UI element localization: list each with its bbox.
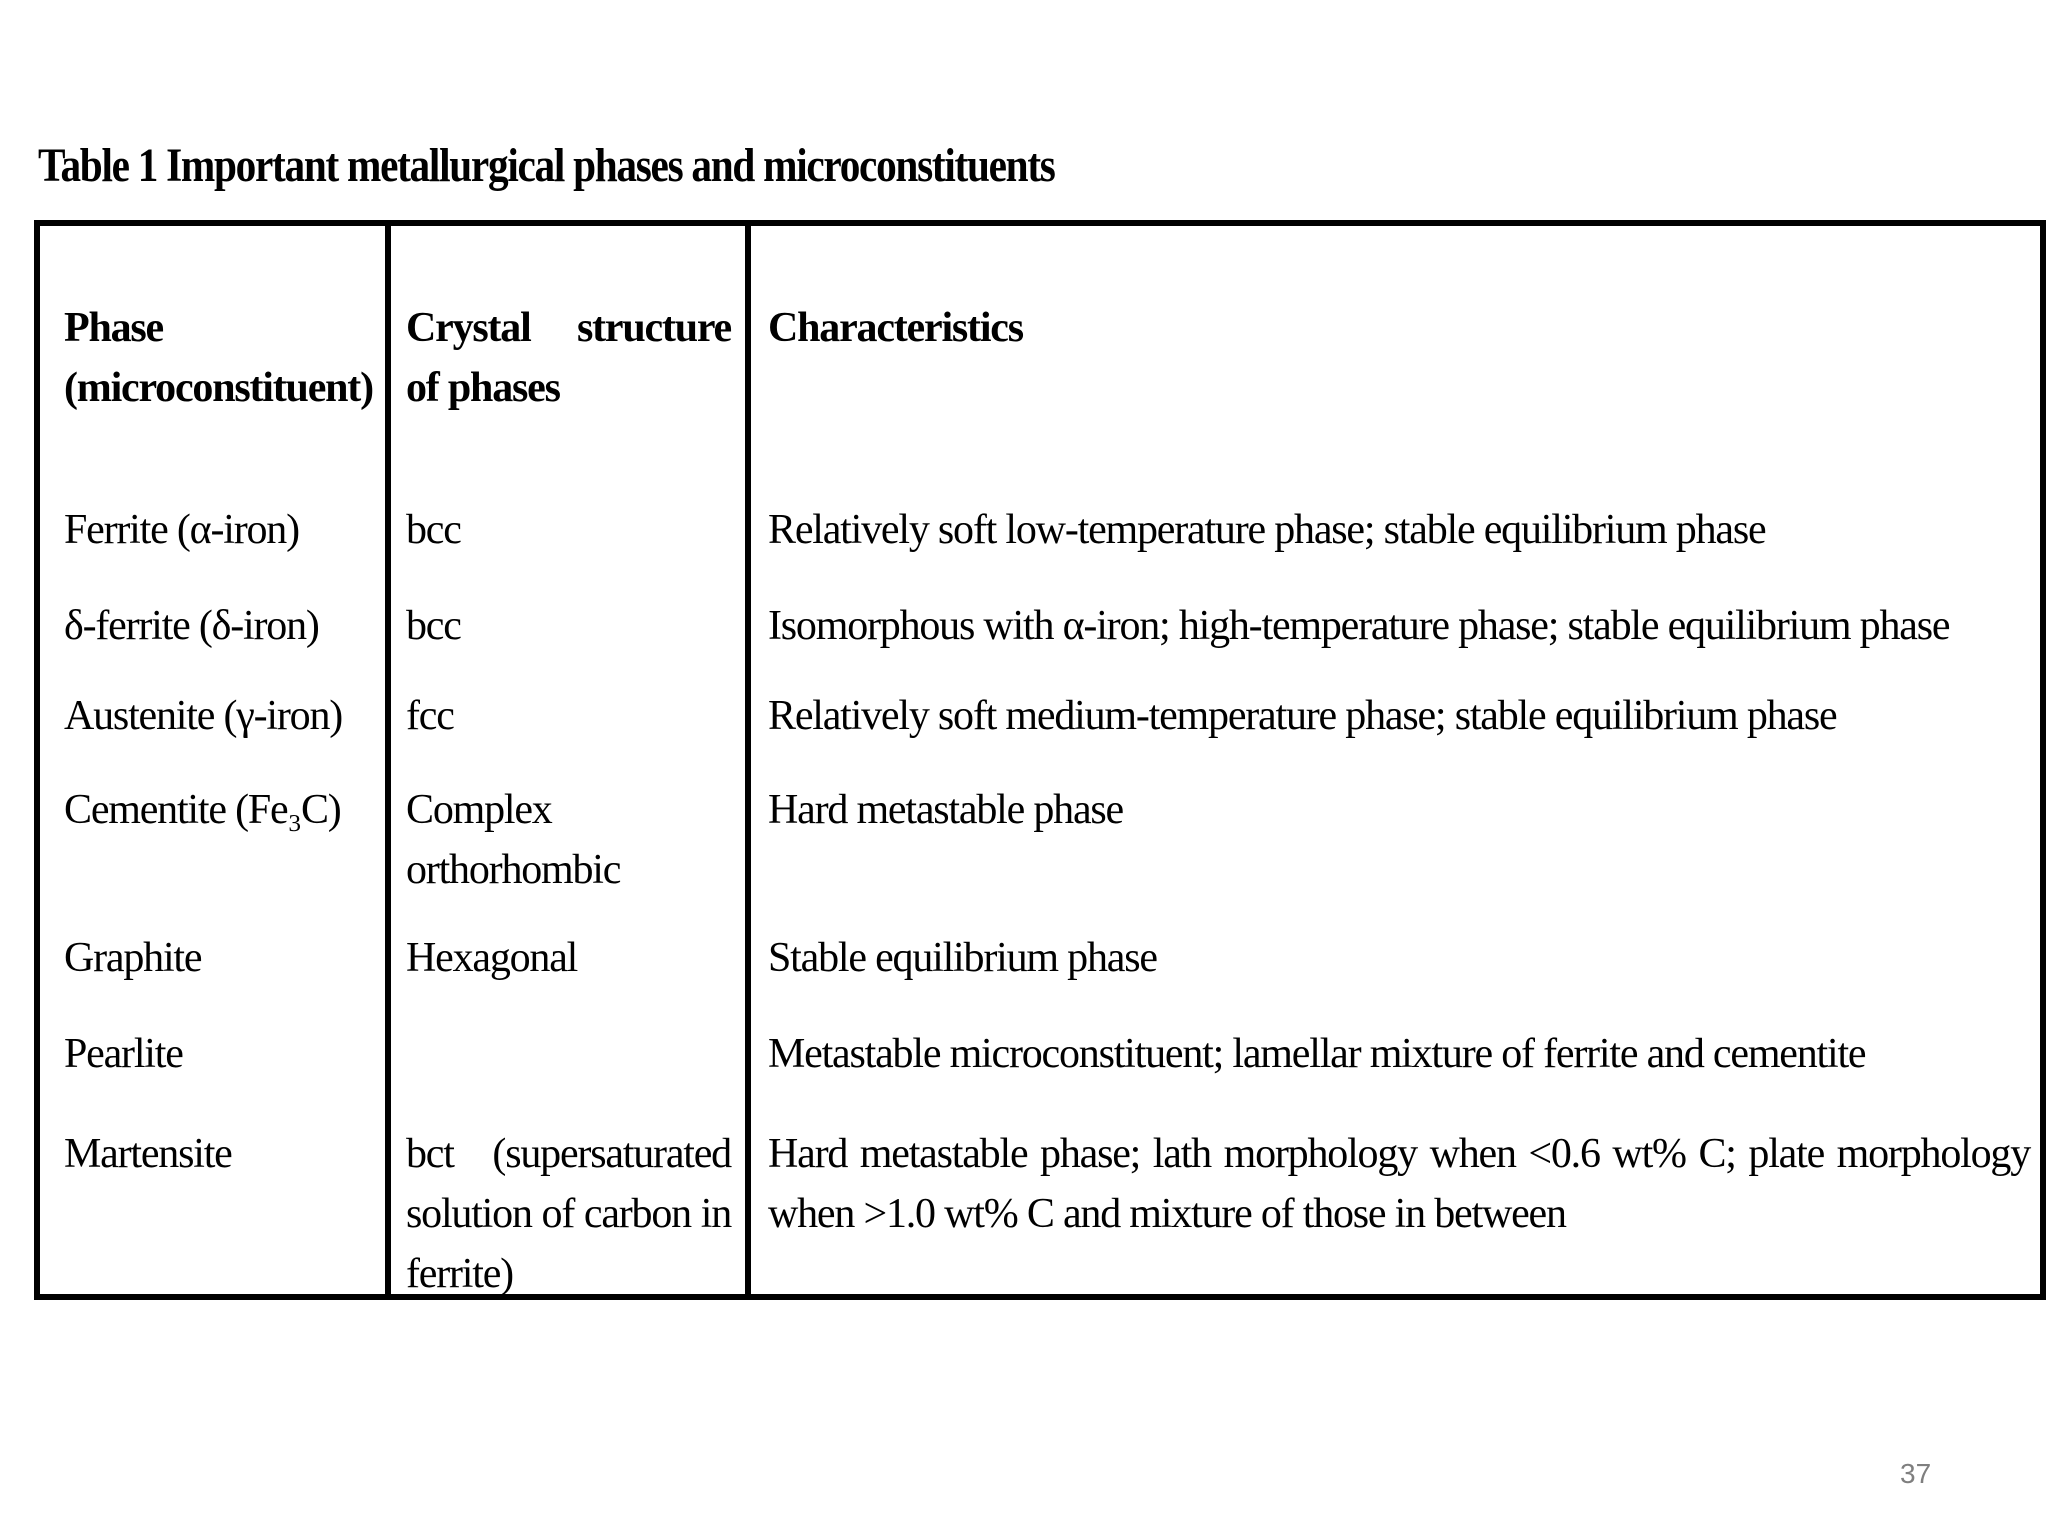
table-cell-crystal: fcc — [406, 693, 454, 739]
table-cell-crystal: bcc — [406, 603, 461, 649]
page-number: 37 — [1900, 1458, 1932, 1489]
table-cell-crystal: bcc — [406, 507, 461, 553]
table-cell-phase: Cementite (Fe₃C) — [64, 787, 341, 833]
column-divider — [385, 226, 391, 1294]
table-cell-characteristics: Relatively soft low-temperature phase; stable equilibrium phase — [768, 507, 1766, 553]
table-title: Table 1 Important metallurgical phases and microconstituents — [38, 139, 1055, 192]
table-cell-phase: Pearlite — [64, 1031, 183, 1077]
table-cell-characteristics: Hard metastable phase — [768, 787, 1123, 833]
phases-table — [34, 220, 2046, 1300]
table-cell-characteristics: Metastable microconstituent; lamellar mixture of ferrite and cementite — [768, 1031, 1866, 1077]
table-cell-phase: Austenite (γ-iron) — [64, 693, 343, 739]
table-cell-characteristics: Hard metastable phase; lath morphology when <0.6 wt% C; plate morphology when >1.0 wt% C and mixture of those in between — [768, 1131, 2030, 1237]
table-cell-crystal: bct (supersaturated solution of carbon in ferrite) — [406, 1131, 731, 1297]
header-characteristics: Characteristics — [768, 305, 1023, 351]
table-cell-phase: Martensite — [64, 1131, 232, 1177]
table-cell-characteristics: Stable equilibrium phase — [768, 935, 1157, 981]
table-cell-phase: Graphite — [64, 935, 202, 981]
header-crystal-structure: Crystal structure of phases — [406, 305, 731, 411]
table-cell-crystal: Complex orthorhombic — [406, 787, 621, 893]
column-divider — [745, 226, 751, 1294]
header-phase: Phase (microconstituent) — [64, 305, 373, 411]
table-cell-characteristics: Relatively soft medium-temperature phase; stable equilibrium phase — [768, 693, 1837, 739]
table-cell-phase: Ferrite (α-iron) — [64, 507, 299, 553]
table-cell-crystal: Hexagonal — [406, 935, 578, 981]
table-cell-phase: δ-ferrite (δ-iron) — [64, 603, 319, 649]
table-cell-characteristics: Isomorphous with α-iron; high-temperature phase; stable equilibrium phase — [768, 603, 1950, 649]
